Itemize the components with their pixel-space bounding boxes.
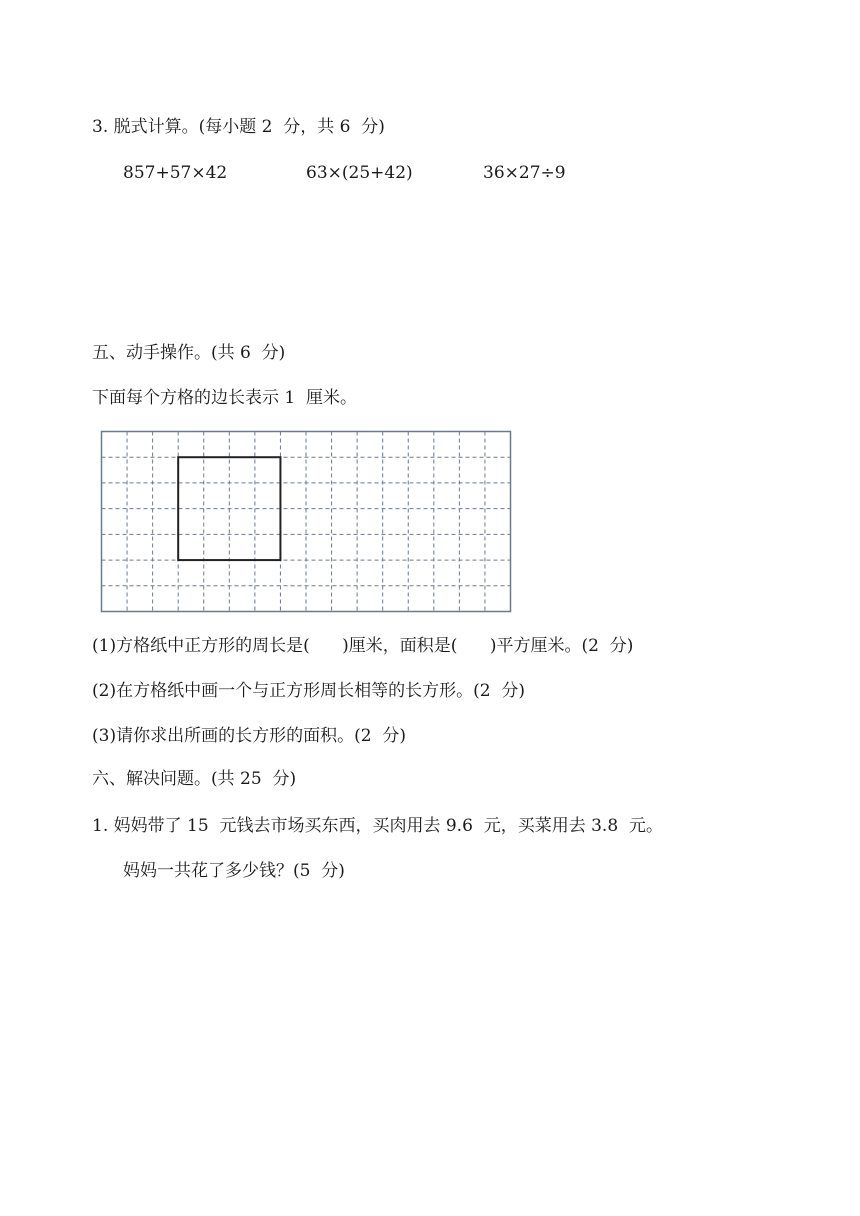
grid-unit-note: 下面每个方格的边长表示 1 厘米。 [92,388,358,408]
problem-1-line-1: 1. 妈妈带了 15 元钱去市场买东西，买肉用去 9.6 元，买菜用去 3.8 元。 [92,816,663,836]
item-2-draw-rectangle: (2)在方格纸中画一个与正方形周长相等的长方形。(2 分) [92,681,525,701]
item-1-perimeter-area: (1)方格纸中正方形的周长是( )厘米，面积是( )平方厘米。(2 分) [92,636,634,656]
section5-heading: 五、动手操作。(共 6 分) [92,343,286,363]
grid-paper [100,430,512,613]
section6-heading: 六、解决问题。(共 25 分) [92,769,297,789]
expression-3: 36×27÷9 [483,163,566,183]
expression-2: 63×(25+42) [306,163,413,183]
item-3-rectangle-area: (3)请你求出所画的长方形的面积。(2 分) [92,726,406,746]
q3-heading: 3. 脱式计算。(每小题 2 分，共 6 分) [92,117,385,137]
grid-border [102,432,511,612]
problem-1-line-2: 妈妈一共花了多少钱？(5 分) [123,861,345,881]
expression-1: 857+57×42 [123,163,228,183]
grid-lines [102,432,511,612]
